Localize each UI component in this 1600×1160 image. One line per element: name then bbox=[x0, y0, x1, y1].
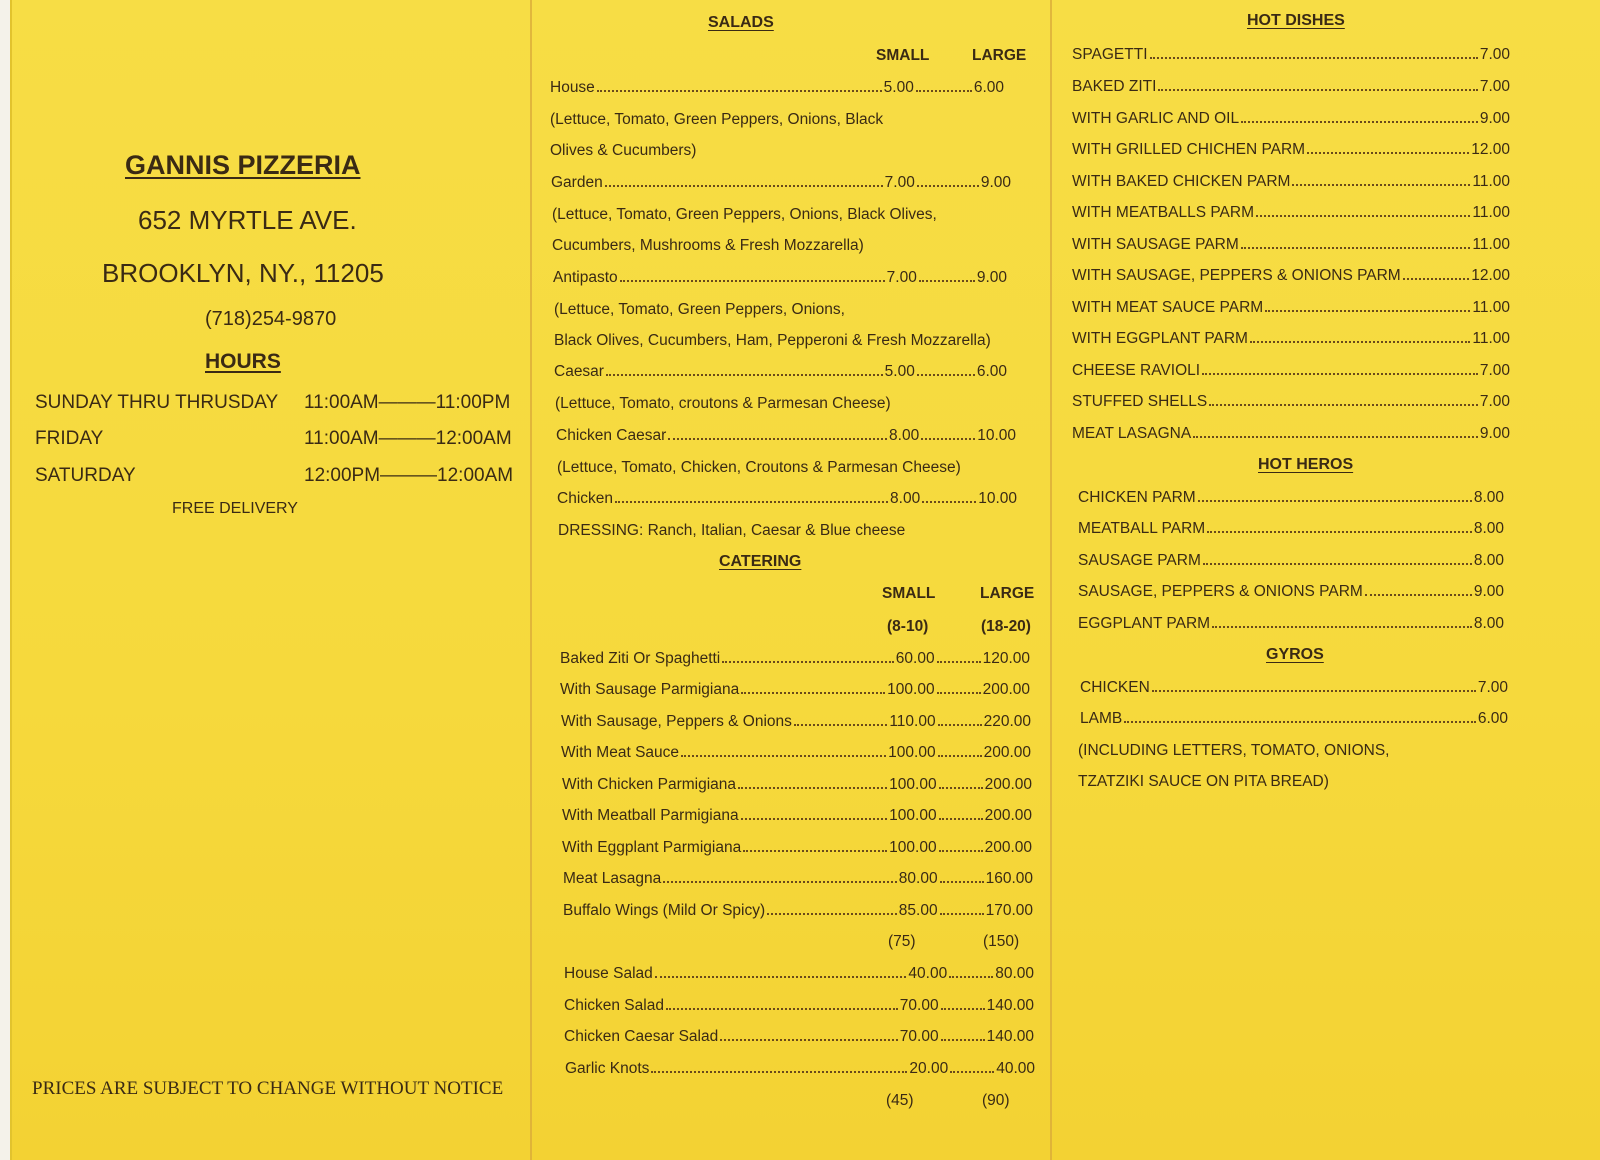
item-price: 11.00 bbox=[1472, 173, 1510, 190]
item-price: 7.00 bbox=[1477, 679, 1508, 696]
hot-heros-heading: HOT HEROS bbox=[1258, 456, 1354, 473]
leader-dots bbox=[651, 1071, 907, 1073]
item-name: Baked Ziti Or Spaghetti bbox=[560, 650, 721, 667]
leader-dots bbox=[681, 755, 886, 757]
item-price: 11.00 bbox=[1472, 299, 1510, 316]
menu-row bbox=[1072, 393, 1510, 411]
hours-day: FRIDAY bbox=[35, 428, 104, 449]
menu-row bbox=[1078, 489, 1504, 507]
item-name: With Sausage, Peppers & Onions bbox=[561, 713, 792, 730]
item-name: SPAGETTI bbox=[1072, 46, 1148, 63]
item-price: 8.00 bbox=[1473, 489, 1504, 506]
price-large: 40.00 bbox=[996, 1060, 1035, 1077]
item-name: CHEESE RAVIOLI bbox=[1072, 362, 1201, 379]
item-name: WITH BAKED CHICKEN PARM bbox=[1072, 173, 1291, 190]
price-large: 9.00 bbox=[980, 174, 1011, 191]
menu-row bbox=[1078, 615, 1504, 633]
menu-row bbox=[1072, 141, 1510, 159]
menu-sheet bbox=[10, 0, 1600, 1160]
restaurant-name: GANNIS PIZZERIA bbox=[125, 150, 361, 180]
price-small: 7.00 bbox=[886, 269, 917, 286]
salad-note: (Lettuce, Tomato, Green Peppers, Onions, Black Olives, bbox=[552, 206, 937, 223]
menu-row bbox=[1072, 299, 1510, 317]
menu-row bbox=[1072, 330, 1510, 348]
item-name: Caesar bbox=[554, 363, 604, 380]
item-name: With Meatball Parmigiana bbox=[562, 807, 739, 824]
catering-small-header: SMALL bbox=[882, 585, 936, 602]
hours-day: SATURDAY bbox=[35, 465, 136, 486]
hot-food-panel bbox=[1060, 0, 1600, 1160]
item-name: LAMB bbox=[1080, 710, 1123, 727]
leader-dots bbox=[767, 913, 897, 915]
item-name: CHICKEN bbox=[1080, 679, 1150, 696]
item-name: House bbox=[550, 79, 595, 96]
phone-number: (718)254-9870 bbox=[205, 308, 337, 330]
salads-small-header: SMALL bbox=[876, 47, 930, 64]
leader-dots bbox=[939, 787, 983, 789]
catering-row bbox=[562, 776, 1032, 794]
item-price: 12.00 bbox=[1471, 267, 1510, 284]
price-large: 220.00 bbox=[983, 713, 1031, 730]
catering-row bbox=[561, 744, 1031, 762]
menu-row bbox=[1072, 204, 1510, 222]
price-large: 140.00 bbox=[986, 997, 1034, 1014]
leader-dots bbox=[1292, 184, 1470, 186]
price-large: 200.00 bbox=[984, 807, 1032, 824]
item-name: With Eggplant Parmigiana bbox=[562, 839, 742, 856]
leader-dots bbox=[937, 692, 981, 694]
price-small: 40.00 bbox=[908, 965, 948, 982]
catering-row bbox=[560, 650, 1030, 668]
item-price: 8.00 bbox=[1473, 615, 1504, 632]
item-name: Antipasto bbox=[553, 269, 618, 286]
leader-dots bbox=[1202, 373, 1478, 375]
gyros-note: TZATZIKI SAUCE ON PITA BREAD) bbox=[1078, 773, 1329, 790]
price-large: 160.00 bbox=[985, 870, 1033, 887]
price-small: 100.00 bbox=[888, 744, 936, 761]
item-name: SAUSAGE PARM bbox=[1078, 552, 1201, 569]
price-small: 8.00 bbox=[889, 427, 920, 444]
leader-dots bbox=[1207, 531, 1472, 533]
item-name: WITH MEATBALLS PARM bbox=[1072, 204, 1255, 221]
address-city: BROOKLYN, NY., 11205 bbox=[102, 258, 384, 288]
catering-row bbox=[560, 681, 1030, 699]
catering-row bbox=[562, 807, 1032, 825]
price-small: 70.00 bbox=[899, 997, 939, 1014]
price-small: 100.00 bbox=[889, 807, 937, 824]
price-small: 80.00 bbox=[898, 870, 938, 887]
item-price: 8.00 bbox=[1473, 552, 1504, 569]
item-name: EGGPLANT PARM bbox=[1078, 615, 1211, 632]
item-name: STUFFED SHELLS bbox=[1072, 393, 1208, 410]
item-price: 11.00 bbox=[1472, 236, 1510, 253]
menu-row bbox=[1078, 552, 1504, 570]
dressing-note: DRESSING: Ranch, Italian, Caesar & Blue cheese bbox=[558, 522, 906, 539]
price-small: 100.00 bbox=[889, 839, 937, 856]
item-name: Garden bbox=[551, 174, 603, 191]
price-small: 85.00 bbox=[898, 902, 938, 919]
item-price: 9.00 bbox=[1479, 425, 1510, 442]
leader-dots bbox=[941, 1039, 985, 1041]
leader-dots bbox=[1241, 121, 1478, 123]
item-name: Meat Lasagna bbox=[563, 870, 662, 887]
price-large: 9.00 bbox=[976, 269, 1007, 286]
catering-row bbox=[564, 965, 1034, 983]
price-small: 100.00 bbox=[887, 681, 935, 698]
salad-row bbox=[556, 427, 1016, 445]
price-large: 80.00 bbox=[995, 965, 1034, 982]
leader-dots bbox=[1250, 341, 1470, 343]
item-price: 8.00 bbox=[1473, 520, 1504, 537]
item-price: 12.00 bbox=[1471, 141, 1510, 158]
leader-dots bbox=[939, 850, 983, 852]
hours-day: SUNDAY THRU THRUSDAY bbox=[35, 392, 279, 413]
knots-count-small: (45) bbox=[886, 1092, 914, 1109]
item-price: 7.00 bbox=[1479, 362, 1510, 379]
menu-row bbox=[1072, 362, 1510, 380]
price-small: 100.00 bbox=[889, 776, 937, 793]
item-price: 6.00 bbox=[1477, 710, 1508, 727]
leader-dots bbox=[741, 692, 885, 694]
salad-note: Olives & Cucumbers) bbox=[550, 142, 697, 159]
leader-dots bbox=[1256, 215, 1470, 217]
price-small: 5.00 bbox=[883, 79, 914, 96]
leader-dots bbox=[1158, 89, 1477, 91]
leader-dots bbox=[738, 787, 887, 789]
catering-row bbox=[561, 713, 1031, 731]
item-name: WITH GRILLED CHICHEN PARM bbox=[1072, 141, 1306, 158]
item-price: 9.00 bbox=[1473, 583, 1504, 600]
menu-row bbox=[1078, 583, 1504, 601]
salads-catering-panel bbox=[542, 0, 1072, 1160]
leader-dots bbox=[655, 976, 907, 978]
item-price: 7.00 bbox=[1479, 78, 1510, 95]
price-large: 10.00 bbox=[978, 490, 1017, 507]
price-large: 200.00 bbox=[984, 839, 1032, 856]
leader-dots bbox=[1198, 500, 1472, 502]
catering-large-size: (18-20) bbox=[981, 618, 1031, 635]
item-name: WITH EGGPLANT PARM bbox=[1072, 330, 1248, 347]
address-street: 652 MYRTLE AVE. bbox=[138, 205, 357, 235]
item-price: 7.00 bbox=[1479, 393, 1510, 410]
menu-row bbox=[1080, 679, 1508, 697]
menu-row bbox=[1080, 710, 1508, 728]
hours-title: HOURS bbox=[205, 350, 281, 373]
leader-dots bbox=[663, 881, 897, 883]
gyros-note: (INCLUDING LETTERS, TOMATO, ONIONS, bbox=[1078, 742, 1390, 759]
salad-row bbox=[550, 79, 1004, 97]
salad-note: (Lettuce, Tomato, Green Peppers, Onions, bbox=[554, 301, 845, 318]
knots-count-large: (90) bbox=[982, 1092, 1010, 1109]
leader-dots bbox=[937, 661, 981, 663]
wings-count-small: (75) bbox=[888, 933, 916, 950]
hours-time: 12:00PM———12:00AM bbox=[304, 465, 514, 486]
price-large: 170.00 bbox=[985, 902, 1033, 919]
leader-dots bbox=[940, 913, 984, 915]
leader-dots bbox=[949, 976, 993, 978]
item-name: Garlic Knots bbox=[565, 1060, 650, 1077]
item-name: House Salad bbox=[564, 965, 653, 982]
item-name: WITH SAUSAGE, PEPPERS & ONIONS PARM bbox=[1072, 267, 1401, 284]
menu-row bbox=[1072, 173, 1510, 191]
menu-row bbox=[1072, 425, 1510, 443]
item-name: SAUSAGE, PEPPERS & ONIONS PARM bbox=[1078, 583, 1363, 600]
salad-note: (Lettuce, Tomato, croutons & Parmesan Cheese) bbox=[555, 395, 891, 412]
catering-row bbox=[564, 997, 1034, 1015]
leader-dots bbox=[743, 850, 887, 852]
catering-small-size: (8-10) bbox=[887, 618, 929, 635]
item-name: WITH MEAT SAUCE PARM bbox=[1072, 299, 1264, 316]
price-large: 6.00 bbox=[973, 79, 1004, 96]
leader-dots bbox=[1124, 721, 1476, 723]
price-large: 140.00 bbox=[986, 1028, 1034, 1045]
salad-note: (Lettuce, Tomato, Chicken, Croutons & Parmesan Cheese) bbox=[557, 459, 961, 476]
leader-dots bbox=[794, 724, 887, 726]
salad-row bbox=[554, 363, 1007, 381]
leader-dots bbox=[1193, 436, 1478, 438]
gyros-heading: GYROS bbox=[1266, 646, 1324, 663]
item-name: Chicken Caesar Salad bbox=[564, 1028, 719, 1045]
price-large: 6.00 bbox=[976, 363, 1007, 380]
leader-dots bbox=[666, 1008, 898, 1010]
price-large: 10.00 bbox=[977, 427, 1016, 444]
catering-row bbox=[563, 902, 1033, 920]
price-small: 110.00 bbox=[889, 713, 936, 730]
salads-heading: SALADS bbox=[708, 14, 774, 31]
hours-time: 11:00AM———12:00AM bbox=[304, 428, 512, 449]
menu-row bbox=[1072, 267, 1510, 285]
salad-note: Black Olives, Cucumbers, Ham, Pepperoni & Fresh Mozzarella) bbox=[554, 332, 991, 349]
salad-row bbox=[553, 269, 1007, 287]
leader-dots bbox=[1241, 247, 1471, 249]
menu-row bbox=[1072, 110, 1510, 128]
item-price: 9.00 bbox=[1479, 110, 1510, 127]
leader-dots bbox=[1307, 152, 1469, 154]
leader-dots bbox=[720, 1039, 898, 1041]
item-name: CHICKEN PARM bbox=[1078, 489, 1196, 506]
catering-heading: CATERING bbox=[719, 553, 802, 570]
price-small: 7.00 bbox=[884, 174, 915, 191]
leader-dots bbox=[1203, 563, 1472, 565]
item-name: WITH SAUSAGE PARM bbox=[1072, 236, 1239, 253]
leader-dots bbox=[939, 818, 983, 820]
salad-row bbox=[551, 174, 1011, 192]
menu-row bbox=[1072, 236, 1510, 254]
leader-dots bbox=[1265, 310, 1470, 312]
salad-note: (Lettuce, Tomato, Green Peppers, Onions, Black bbox=[550, 111, 884, 128]
catering-row bbox=[562, 839, 1032, 857]
leader-dots bbox=[741, 818, 888, 820]
price-large: 200.00 bbox=[983, 744, 1031, 761]
price-notice: PRICES ARE SUBJECT TO CHANGE WITHOUT NOTICE bbox=[32, 1078, 504, 1099]
hours-time: 11:00AM———11:00PM bbox=[304, 392, 511, 413]
info-panel bbox=[10, 0, 540, 1160]
catering-large-header: LARGE bbox=[980, 585, 1035, 602]
item-name: WITH GARLIC AND OIL bbox=[1072, 110, 1240, 127]
leader-dots bbox=[722, 661, 894, 663]
price-large: 120.00 bbox=[982, 650, 1030, 667]
item-name: With Chicken Parmigiana bbox=[562, 776, 737, 793]
free-delivery: FREE DELIVERY bbox=[172, 500, 298, 517]
item-name: MEATBALL PARM bbox=[1078, 520, 1206, 537]
leader-dots bbox=[938, 724, 982, 726]
item-name: Chicken bbox=[557, 490, 613, 507]
wings-count-large: (150) bbox=[983, 933, 1020, 950]
item-price: 7.00 bbox=[1479, 46, 1510, 63]
item-name: With Meat Sauce bbox=[561, 744, 680, 761]
item-price: 11.00 bbox=[1472, 204, 1510, 221]
leader-dots bbox=[1212, 626, 1472, 628]
price-small: 60.00 bbox=[895, 650, 935, 667]
leader-dots bbox=[940, 881, 984, 883]
price-small: 8.00 bbox=[890, 490, 921, 507]
menu-row bbox=[1078, 520, 1504, 538]
leader-dots bbox=[938, 755, 982, 757]
catering-row bbox=[565, 1060, 1035, 1078]
item-name: Chicken Caesar bbox=[556, 427, 667, 444]
item-name: BAKED ZITI bbox=[1072, 78, 1157, 95]
salad-row bbox=[557, 490, 1017, 508]
salad-note: Cucumbers, Mushrooms & Fresh Mozzarella) bbox=[552, 237, 864, 254]
catering-row bbox=[563, 870, 1033, 888]
item-name: Chicken Salad bbox=[564, 997, 664, 1014]
price-small: 5.00 bbox=[884, 363, 915, 380]
leader-dots bbox=[950, 1071, 994, 1073]
item-name: With Sausage Parmigiana bbox=[560, 681, 740, 698]
price-large: 200.00 bbox=[982, 681, 1030, 698]
price-large: 200.00 bbox=[984, 776, 1032, 793]
leader-dots bbox=[1365, 594, 1472, 596]
price-small: 70.00 bbox=[899, 1028, 939, 1045]
leader-dots bbox=[1403, 278, 1469, 280]
item-name: Buffalo Wings (Mild Or Spicy) bbox=[563, 902, 766, 919]
leader-dots bbox=[1152, 690, 1476, 692]
leader-dots bbox=[1209, 404, 1478, 406]
item-price: 11.00 bbox=[1472, 330, 1510, 347]
menu-row bbox=[1072, 46, 1510, 64]
item-name: MEAT LASAGNA bbox=[1072, 425, 1192, 442]
catering-row bbox=[564, 1028, 1034, 1046]
menu-row bbox=[1072, 78, 1510, 96]
leader-dots bbox=[941, 1008, 985, 1010]
price-small: 20.00 bbox=[909, 1060, 949, 1077]
leader-dots bbox=[1150, 57, 1478, 59]
hot-dishes-heading: HOT DISHES bbox=[1247, 12, 1345, 29]
salads-large-header: LARGE bbox=[972, 47, 1027, 64]
